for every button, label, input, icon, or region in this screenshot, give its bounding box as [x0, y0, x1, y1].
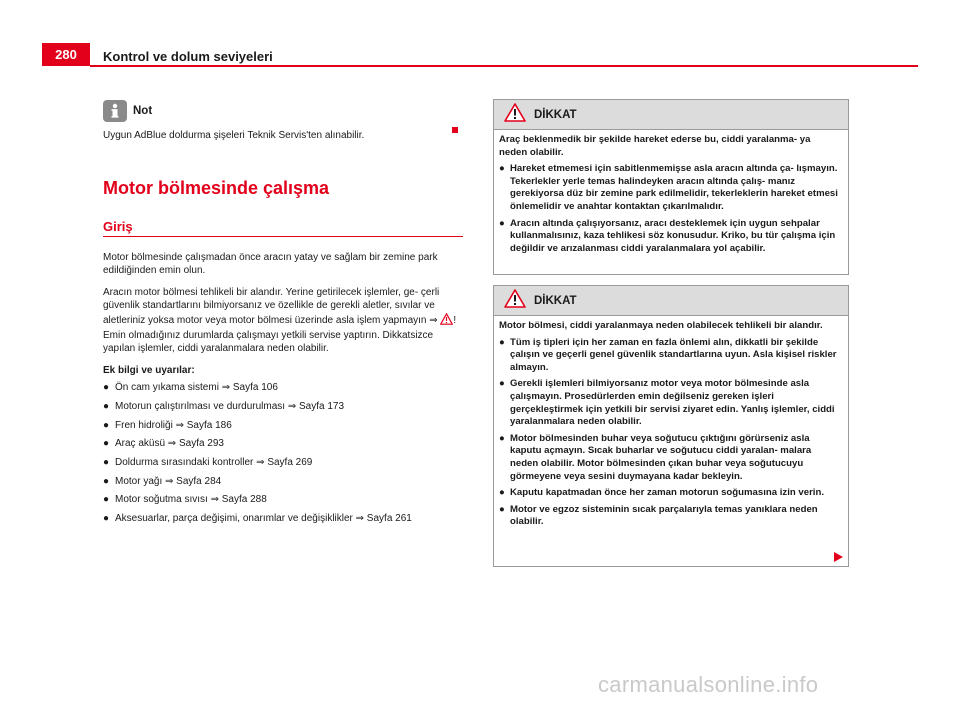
warning-item: ● Hareket etmemesi için sabitlenmemişse asla aracın altında ça- lışmayın. Tekerlekler yerle temas halindeyken aracın altında çalış- manız gerekiyorsa düz bir zemine park edilmelidir, tekerleklerin hareket etmesi önlemelidir ve anahtar kontaktan çıkarılmalıdır.: [499, 163, 838, 212]
list-item[interactable]: ● Doldurma sırasındaki kontroller ⇒ Sayfa 269: [103, 457, 313, 469]
list-item[interactable]: ● Motor yağı ⇒ Sayfa 284: [103, 475, 222, 487]
list-item[interactable]: ● Motorun çalıştırılması ve durdurulması ⇒ Sayfa 173: [103, 400, 345, 412]
warning-item: ● Kaputu kapatmadan önce her zaman motorun soğumasına izin verin.: [499, 487, 824, 499]
list-item[interactable]: ● Ön cam yıkama sistemi ⇒ Sayfa 106: [103, 382, 278, 394]
warning-triangle-icon[interactable]: [440, 313, 453, 329]
header-divider: [90, 65, 918, 67]
paragraph-2-end: ! Emin olmadığınız durumlarda çalışmayı yetkili servise yaptırın. Dikkatsizce yapılan işlemler, ciddi yaralanmalara neden olabilir.: [103, 314, 457, 355]
list-item[interactable]: ● Fren hidroliği ⇒ Sayfa 186: [103, 419, 232, 431]
warning-header: [494, 286, 848, 316]
note-text: Uygun AdBlue doldurma şişeleri Teknik Servis'ten alınabilir.: [103, 130, 365, 141]
warning-item: ● Motor bölmesinden buhar veya soğutucu çıktığını görürseniz asla kaputu açmayın. Sıcak buharlar ve soğutucu ciddi yaralan- malara neden olabilir. Motor bölmesinden çıkan buhar veya soğutucuyu görmeyene veya sesini duymayana kadar bekleyin.: [499, 432, 812, 482]
section-title: Motor bölmesinde çalışma: [103, 178, 330, 198]
note-label: Not: [133, 105, 153, 117]
warning-intro: Motor bölmesi, ciddi yaralanmaya neden olabilecek tehlikeli bir alandır.: [499, 320, 823, 331]
warning-item: ● Motor ve egzoz sisteminin sıcak parçalarıyla temas yanıklara neden olabilir.: [499, 503, 818, 528]
note-box: [103, 100, 463, 142]
paragraph-2-start: Aracın motor bölmesi tehlikeli bir alandır. Yerine getirilecek işlemler, ge- çerli güvenlik standartlarını bilmiyorsanız ve özellikle de gerekli aletler, sıvılar ve aletleriniz yoksa motor veya motor bölmesi üzerinde asla işlem yapmayın ⇒: [103, 286, 440, 326]
subsection-title: Giriş: [103, 219, 133, 234]
subsection-divider: [103, 236, 463, 237]
warning-intro: Araç beklenmedik bir şekilde hareket ederse bu, ciddi yaralanma- ya neden olabilir.: [499, 134, 811, 158]
warning-triangle-icon: [504, 289, 526, 313]
warning-label: DİKKAT: [534, 108, 577, 121]
watermark: carmanualsonline.info: [598, 672, 819, 697]
list-item[interactable]: ● Motor soğutma sıvısı ⇒ Sayfa 288: [103, 494, 267, 506]
chapter-title: Kontrol ve dolum seviyeleri: [103, 49, 273, 64]
warning-item: ● Tüm iş tipleri için her zaman en fazla önlemi alın, dikkatli bir şekilde çalışın ve geçerli genel güvenlik standartlarına uyun. Asla kişisel riskler almayın.: [499, 336, 837, 373]
paragraph-2: [103, 286, 463, 356]
warning-box-2: [493, 285, 849, 567]
list-heading: Ek bilgi ve uyarılar:: [103, 364, 195, 376]
continue-arrow-icon[interactable]: [834, 549, 843, 567]
paragraph-1: Motor bölmesinde çalışmadan önce aracın yatay ve sağlam bir zemine park edildiğinden emin olun.: [103, 252, 438, 277]
warning-label: DİKKAT: [534, 294, 577, 307]
list-item[interactable]: ● Araç aküsü ⇒ Sayfa 293: [103, 438, 224, 450]
warning-triangle-icon: [504, 103, 526, 127]
warning-header: [494, 100, 848, 130]
warning-box-1: [493, 99, 849, 275]
end-of-note-marker: [452, 127, 458, 133]
info-icon: [103, 100, 127, 122]
warning-item: ● Aracın altında çalışıyorsanız, aracı desteklemek için uygun sehpalar kullanmalısınız, kaza tehlikesi söz konusudur. Kriko, bu tür çalışma için değildir ve arızalanması ciddi yaralanmalara yol açabilir.: [499, 217, 836, 254]
warning-item: ● Gerekli işlemleri bilmiyorsanız motor veya motor bölmesinde asla çalışmayın. Prosedürlerden emin değilseniz gereken işleri gerçekleştirmek için yetkili bir servisi ziyaret edin. Yanlış işlemler, ciddi yaralanmalara neden olabilir.: [499, 378, 835, 428]
body-text: [103, 251, 463, 531]
page-number: 280: [42, 43, 90, 66]
list-item[interactable]: ● Aksesuarlar, parça değişimi, onarımlar ve değişiklikler ⇒ Sayfa 261: [103, 513, 412, 525]
